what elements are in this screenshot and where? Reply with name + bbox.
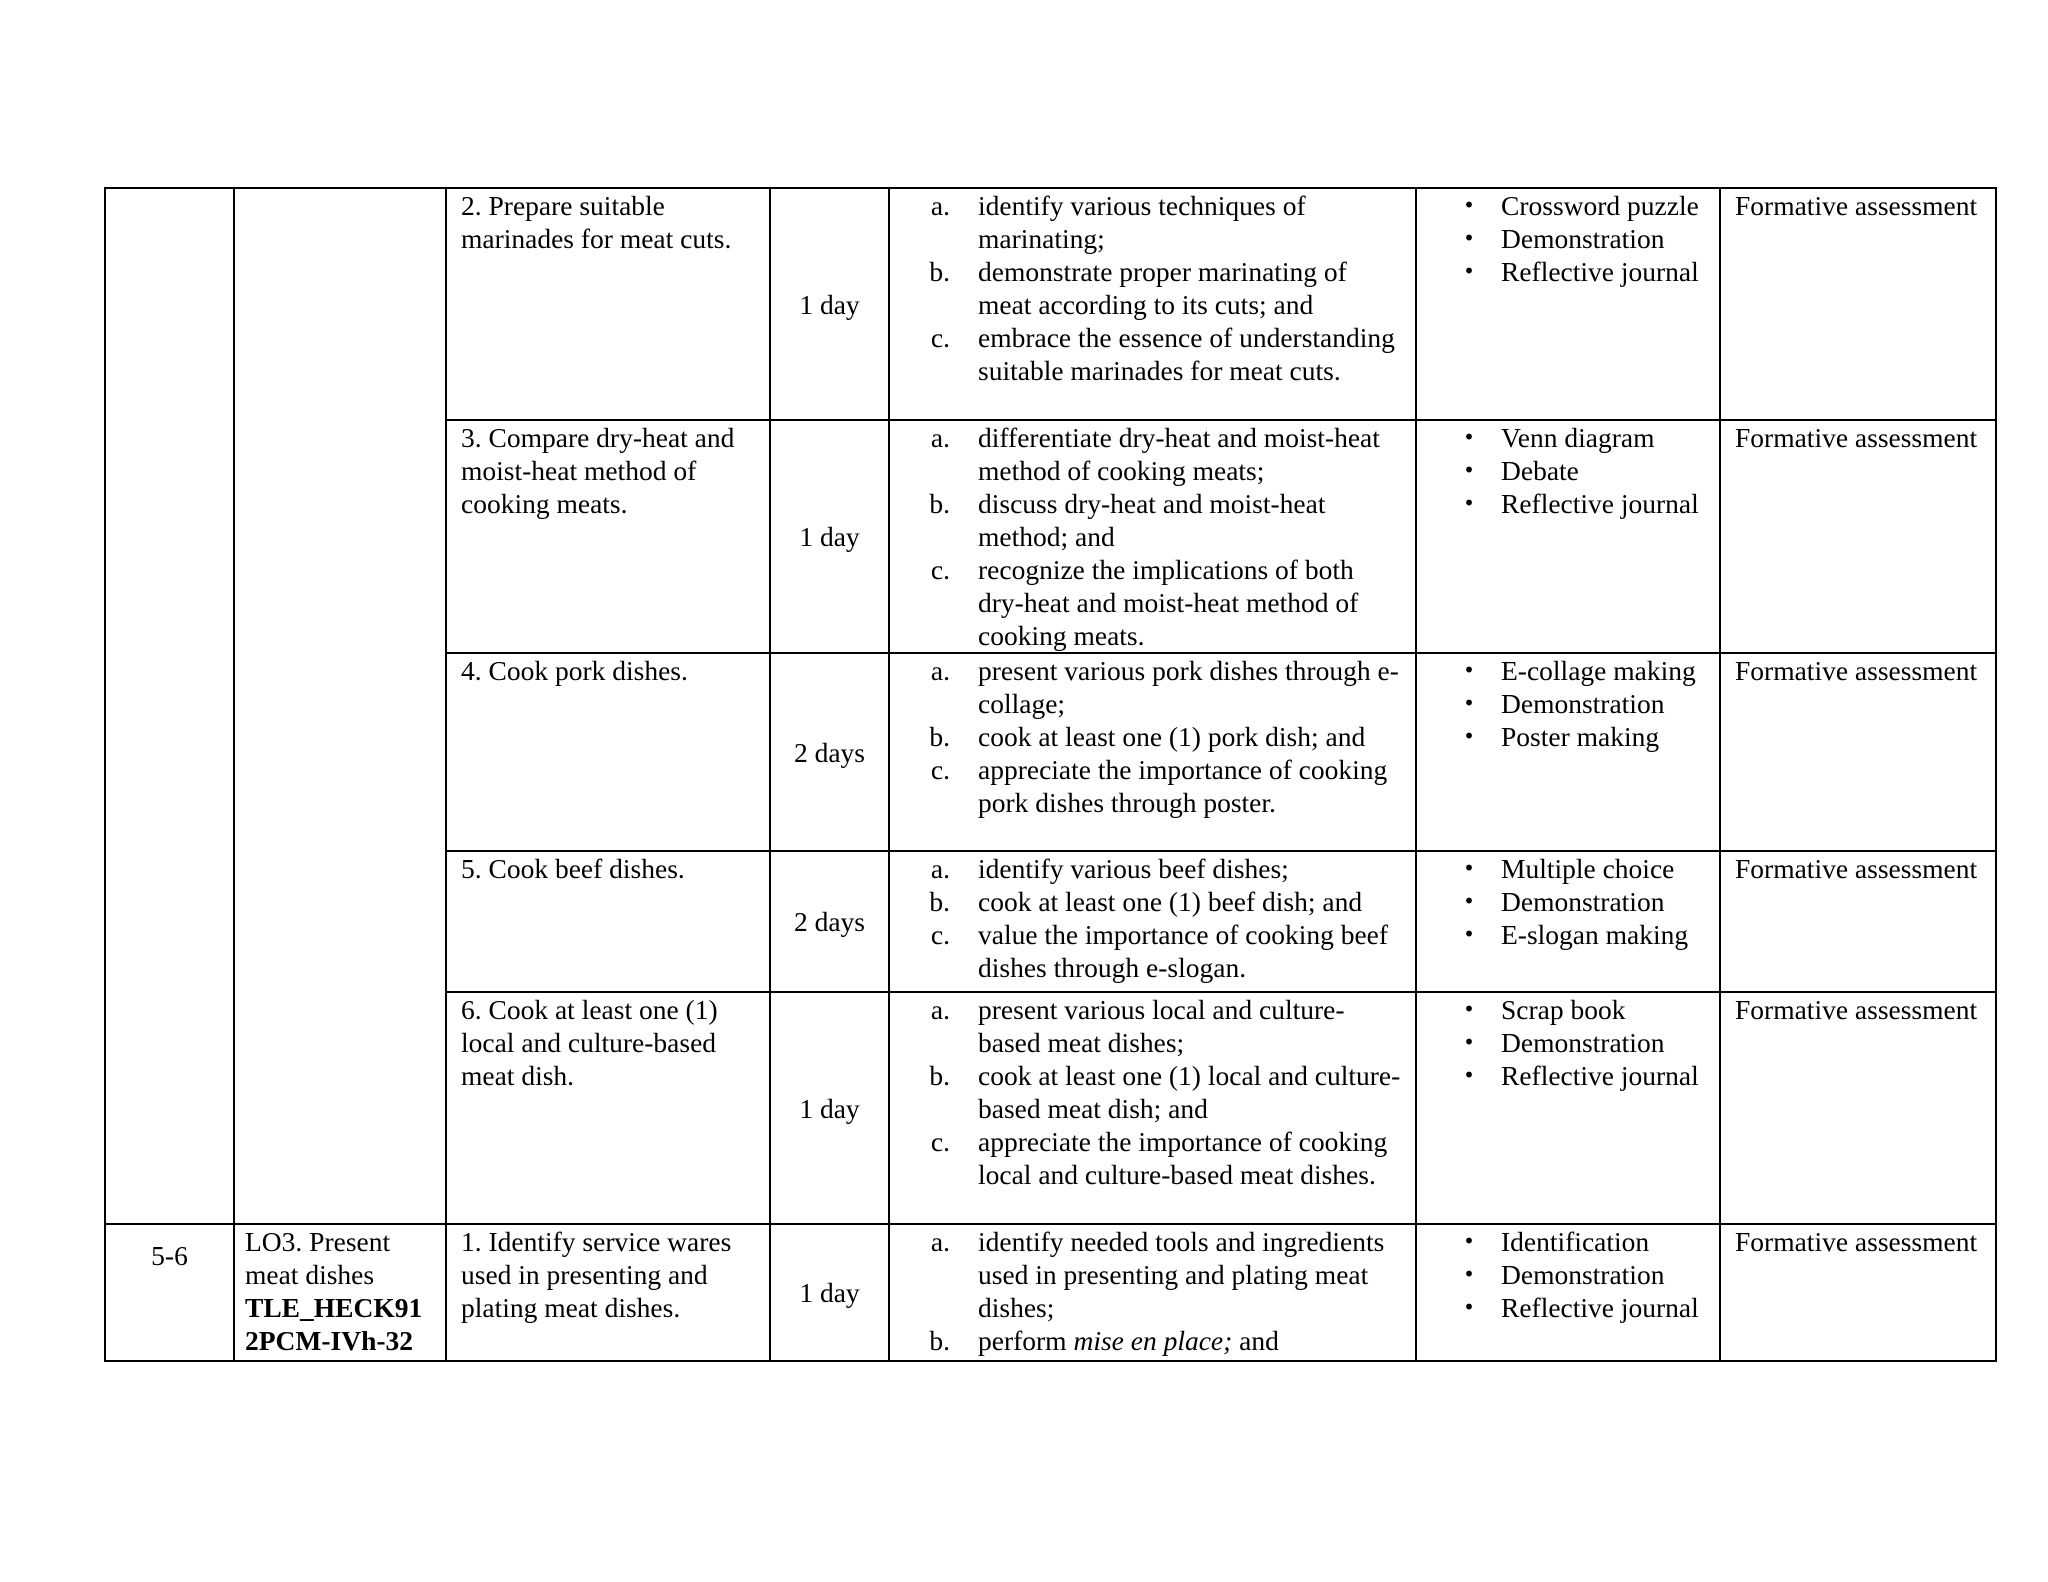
- objective-item: [904, 321, 1401, 387]
- assessment-text: Formative assessment: [1735, 422, 1978, 453]
- objective-text: value the importance of cooking beef dishes through e-slogan.: [978, 919, 1389, 983]
- duration-text: 1 day: [799, 521, 860, 552]
- objective-text: embrace the essence of understanding suitable marinades for meat cuts.: [978, 322, 1395, 386]
- competency-cell: [446, 992, 770, 1224]
- activity-item: [1431, 1225, 1705, 1258]
- activities-list: [1431, 189, 1705, 288]
- duration-text: 2 days: [793, 736, 866, 768]
- activity-text: Scrap book: [1501, 994, 1626, 1025]
- objective-text: present various local and culture-based meat dishes;: [978, 994, 1345, 1058]
- objectives-cell: [889, 188, 1416, 420]
- objective-text: cook at least one (1) beef dish; and: [978, 886, 1363, 917]
- objective-item: [904, 885, 1401, 918]
- duration-text: 1 day: [799, 1277, 860, 1308]
- activity-item: [1431, 1059, 1705, 1092]
- assessment-text: Formative assessment: [1735, 994, 1978, 1025]
- activity-item: [1431, 687, 1705, 720]
- objective-item: [904, 720, 1401, 753]
- learning-outcome-cell: [234, 1224, 446, 1361]
- objective-marker: a.: [930, 1226, 950, 1257]
- duration-cell: [770, 653, 889, 851]
- activities-list: [1431, 421, 1705, 520]
- assessment-cell: [1720, 188, 1996, 420]
- assessment-cell: [1720, 992, 1996, 1224]
- objective-text: demonstrate proper marinating of meat according to its cuts; and: [978, 256, 1347, 320]
- bullet-icon: •: [1463, 491, 1475, 515]
- objective-marker: a.: [930, 655, 950, 686]
- activity-item: [1431, 720, 1705, 753]
- objective-text: cook at least one (1) pork dish; and: [978, 721, 1366, 752]
- bullet-icon: •: [1463, 1030, 1475, 1054]
- activities-list: [1431, 852, 1705, 951]
- objective-text: appreciate the importance of cooking pork dishes through poster.: [978, 754, 1388, 818]
- activity-text: Reflective journal: [1501, 488, 1699, 519]
- week-text: 5-6: [151, 1240, 188, 1271]
- competency-cell: [446, 188, 770, 420]
- activities-cell: [1416, 188, 1720, 420]
- activity-text: Demonstration: [1501, 1027, 1665, 1058]
- activity-item: [1431, 421, 1705, 454]
- bullet-icon: •: [1463, 1229, 1475, 1253]
- objective-item: [904, 918, 1401, 984]
- objective-text: recognize the implications of both dry-heat and moist-heat method of cooking meats.: [978, 554, 1359, 651]
- activity-text: Demonstration: [1501, 223, 1665, 254]
- bullet-icon: •: [1463, 1295, 1475, 1319]
- objectives-cell: [889, 420, 1416, 653]
- activities-list: [1431, 993, 1705, 1092]
- bullet-icon: •: [1463, 658, 1475, 682]
- objective-marker: c.: [930, 322, 950, 353]
- curriculum-table: [104, 187, 1997, 1362]
- activity-item: [1431, 654, 1705, 687]
- objective-marker: b.: [929, 256, 950, 287]
- bullet-icon: •: [1463, 1262, 1475, 1286]
- competency-cell: [446, 653, 770, 851]
- learning-outcome-cell: [234, 188, 446, 1224]
- bullet-icon: •: [1463, 193, 1475, 217]
- competency-cell: [446, 420, 770, 653]
- objectives-list: [904, 654, 1401, 819]
- objective-marker: b.: [929, 488, 950, 519]
- objectives-cell: [889, 1224, 1416, 1361]
- assessment-cell: [1720, 420, 1996, 653]
- assessment-cell: [1720, 653, 1996, 851]
- objectives-list: [904, 993, 1401, 1191]
- assessment-cell: [1720, 1224, 1996, 1361]
- objectives-list: [904, 189, 1401, 387]
- objectives-list: [904, 852, 1401, 984]
- activity-item: [1431, 1258, 1705, 1291]
- objective-item: [904, 487, 1401, 553]
- activity-text: Demonstration: [1501, 688, 1665, 719]
- objective-item: [904, 654, 1401, 720]
- objective-item: [904, 1059, 1401, 1125]
- objective-marker: b.: [929, 721, 950, 752]
- duration-cell: [770, 420, 889, 653]
- activity-text: Crossword puzzle: [1501, 190, 1699, 221]
- objectives-list: [904, 1225, 1401, 1357]
- table-row: [105, 188, 1996, 420]
- bullet-icon: •: [1463, 856, 1475, 880]
- activities-cell: [1416, 992, 1720, 1224]
- activities-cell: [1416, 420, 1720, 653]
- activity-item: [1431, 1026, 1705, 1059]
- objective-marker: c.: [930, 754, 950, 785]
- objective-item: [904, 553, 1401, 652]
- activities-cell: [1416, 1224, 1720, 1361]
- objective-text: appreciate the importance of cooking local and culture-based meat dishes.: [978, 1126, 1388, 1190]
- activity-text: Reflective journal: [1501, 1060, 1699, 1091]
- activities-cell: [1416, 851, 1720, 992]
- objective-marker: b.: [929, 1325, 950, 1356]
- competency-text: 1. Identify service wares used in presenting and plating meat dishes.: [461, 1226, 732, 1323]
- activity-item: [1431, 993, 1705, 1026]
- activity-text: E-slogan making: [1501, 919, 1689, 950]
- bullet-icon: •: [1463, 691, 1475, 715]
- activity-item: [1431, 454, 1705, 487]
- bullet-icon: •: [1463, 997, 1475, 1021]
- bullet-icon: •: [1463, 425, 1475, 449]
- objective-item: [904, 1125, 1401, 1191]
- objective-text-post: and: [1232, 1325, 1279, 1356]
- activity-text: Debate: [1501, 455, 1579, 486]
- competency-text: 3. Compare dry-heat and moist-heat method of cooking meats.: [461, 422, 735, 519]
- objective-marker: c.: [930, 1126, 950, 1157]
- week-cell: [105, 188, 234, 1224]
- duration-cell: [770, 1224, 889, 1361]
- activities-cell: [1416, 653, 1720, 851]
- objective-marker: a.: [930, 422, 950, 453]
- activity-text: Demonstration: [1501, 886, 1665, 917]
- assessment-text: Formative assessment: [1735, 853, 1978, 884]
- duration-text: 2 days: [793, 906, 866, 937]
- objectives-cell: [889, 992, 1416, 1224]
- competency-text: 5. Cook beef dishes.: [461, 853, 685, 884]
- bullet-icon: •: [1463, 458, 1475, 482]
- competency-text: 2. Prepare suitable marinades for meat cuts.: [461, 190, 732, 254]
- activity-item: [1431, 1291, 1705, 1324]
- duration-cell: [770, 851, 889, 992]
- bullet-icon: •: [1463, 889, 1475, 913]
- objective-text: cook at least one (1) local and culture-based meat dish; and: [978, 1060, 1401, 1124]
- bullet-icon: •: [1463, 922, 1475, 946]
- objective-item: [904, 993, 1401, 1059]
- assessment-text: Formative assessment: [1735, 190, 1978, 221]
- activities-list: [1431, 1225, 1705, 1324]
- objective-text: identify needed tools and ingredients used in presenting and plating meat dishes;: [978, 1226, 1385, 1323]
- objective-item: [904, 189, 1401, 255]
- bullet-icon: •: [1463, 1063, 1475, 1087]
- objectives-cell: [889, 653, 1416, 851]
- activity-text: Poster making: [1501, 721, 1660, 752]
- assessment-text: Formative assessment: [1735, 655, 1978, 686]
- bullet-icon: •: [1463, 259, 1475, 283]
- activity-text: Reflective journal: [1501, 256, 1699, 287]
- bullet-icon: •: [1463, 226, 1475, 250]
- assessment-text: Formative assessment: [1735, 1226, 1978, 1257]
- objective-marker: c.: [930, 919, 950, 950]
- duration-text: 1 day: [799, 1092, 860, 1124]
- competency-text: 4. Cook pork dishes.: [461, 655, 688, 686]
- activity-text: Reflective journal: [1501, 1292, 1699, 1323]
- objective-text-italic: mise en place;: [1073, 1325, 1233, 1356]
- competency-code: TLE_HECK912PCM-IVh-32: [245, 1292, 423, 1356]
- activity-item: [1431, 487, 1705, 520]
- week-cell: [105, 1224, 234, 1361]
- duration-cell: [770, 992, 889, 1224]
- objective-marker: b.: [929, 886, 950, 917]
- objective-text: identify various beef dishes;: [978, 853, 1289, 884]
- competency-text: 6. Cook at least one (1) local and culture-based meat dish.: [461, 994, 718, 1091]
- objective-item: [904, 1225, 1401, 1324]
- activity-text: Demonstration: [1501, 1259, 1665, 1290]
- assessment-cell: [1720, 851, 1996, 992]
- duration-text: 1 day: [799, 288, 860, 320]
- objective-item: [904, 852, 1401, 885]
- objective-marker: a.: [930, 853, 950, 884]
- objectives-cell: [889, 851, 1416, 992]
- activity-text: Venn diagram: [1501, 422, 1655, 453]
- learning-outcome-text: LO3. Present meat dishes: [245, 1226, 391, 1290]
- table-row: [105, 1224, 1996, 1361]
- activity-item: [1431, 918, 1705, 951]
- objective-text: [978, 1324, 1401, 1357]
- objective-marker: a.: [930, 190, 950, 221]
- activity-text: Multiple choice: [1501, 853, 1675, 884]
- activity-item: [1431, 222, 1705, 255]
- objective-text-pre: perform: [978, 1325, 1074, 1356]
- objective-text: present various pork dishes through e-collage;: [978, 655, 1399, 719]
- objective-text: discuss dry-heat and moist-heat method; and: [978, 488, 1326, 552]
- objectives-list: [904, 421, 1401, 652]
- duration-cell: [770, 188, 889, 420]
- competency-cell: [446, 1224, 770, 1361]
- activity-item: [1431, 189, 1705, 222]
- objective-item: [904, 421, 1401, 487]
- competency-cell: [446, 851, 770, 992]
- bullet-icon: •: [1463, 724, 1475, 748]
- objective-text: differentiate dry-heat and moist-heat method of cooking meats;: [978, 422, 1380, 486]
- objective-item: [904, 753, 1401, 819]
- activity-item: [1431, 852, 1705, 885]
- objective-marker: c.: [930, 554, 950, 585]
- objective-text: identify various techniques of marinating;: [978, 190, 1306, 254]
- activity-item: [1431, 255, 1705, 288]
- objective-item: [904, 255, 1401, 321]
- activity-text: Identification: [1501, 1226, 1650, 1257]
- objective-item: [904, 1324, 1401, 1357]
- activity-item: [1431, 885, 1705, 918]
- activities-list: [1431, 654, 1705, 753]
- activity-text: E-collage making: [1501, 655, 1696, 686]
- objective-marker: a.: [930, 994, 950, 1025]
- objective-marker: b.: [929, 1060, 950, 1091]
